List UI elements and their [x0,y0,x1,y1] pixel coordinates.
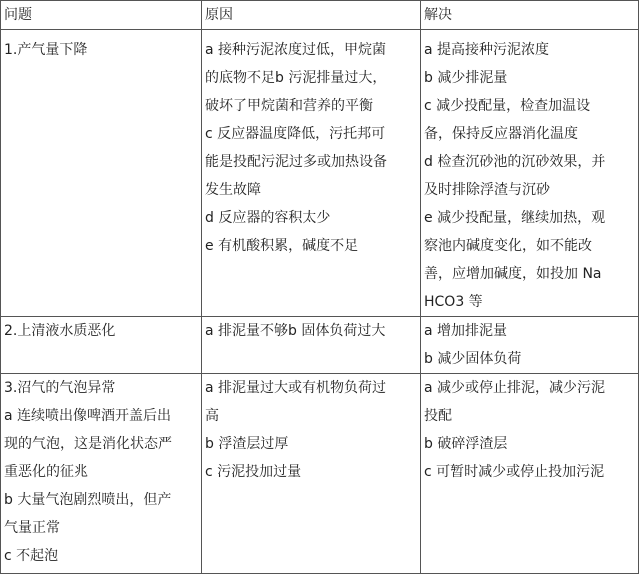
solution-line: c 可暂时减少或停止投加污泥 [424,464,605,480]
problem-text: 1.产气量下降 [4,42,88,58]
solution-line: e 减少投配量，继续加热，观 [424,210,606,226]
problem-text: 2.上清液水质恶化 [4,323,116,339]
table-row [1,30,639,317]
problem-cell [1,317,202,374]
problem-line: 现的气泡，这是消化状态严 [4,436,172,452]
problem-line: 气量正常 [4,520,60,536]
cause-line: b 浮渣层过厚 [205,436,289,452]
solution-line: d 检查沉砂池的沉砂效果，并 [424,154,606,170]
header-solution: 解决 [421,1,639,30]
problem-line: b 大量气泡剧烈喷出，但产 [4,492,172,508]
cause-line: a 接种污泥浓度过低，甲烷菌 [205,42,387,58]
solution-line: 投配 [424,408,452,424]
cause-line: e 有机酸积累，碱度不足 [205,238,359,254]
cause-line: 高 [205,408,219,424]
solution-line: 察池内碱度变化，如不能改 [424,238,592,254]
cause-line: 发生故障 [205,182,261,198]
solution-line: a 增加排泥量 [424,323,508,339]
cause-line: a 排泥量过大或有机物负荷过 [205,380,387,396]
header-problem: 问题 [1,1,202,30]
solution-cell [421,30,639,317]
solution-line: 备，保持反应器消化温度 [424,126,578,142]
solution-line: b 破碎浮渣层 [424,436,508,452]
cause-line: c 污泥投加过量 [205,464,302,480]
table-row [1,374,639,574]
problem-line: a 连续喷出像啤酒开盖后出 [4,408,172,424]
cause-line: 破坏了甲烷菌和营养的平衡 [205,98,373,114]
solution-line: b 减少固体负荷 [424,351,522,367]
problem-cell [1,30,202,317]
solution-line: a 提高接种污泥浓度 [424,42,550,58]
solution-cell [421,317,639,374]
cause-line: 的底物不足b 污泥排量过大， [205,70,387,86]
cause-cell [202,317,421,374]
solution-line: HCO3 等 [424,294,483,310]
cause-line: 能是投配污泥过多或加热设备 [205,154,387,170]
solution-line: 及时排除浮渣与沉砂 [424,182,550,198]
solution-cell [421,374,639,574]
problem-line: c 不起泡 [4,548,59,564]
table-row [1,317,639,374]
cause-cell [202,30,421,317]
problem-line: 3.沼气的气泡异常 [4,380,116,396]
solution-line: 善，应增加碱度，如投加 Na [424,266,602,282]
cause-line: a 排泥量不够b 固体负荷过大 [205,323,386,339]
solution-line: a 减少或停止排泥，减少污泥 [424,380,606,396]
header-row [1,1,639,30]
header-cause: 原因 [202,1,421,30]
cause-line: c 反应器温度降低，污托邦可 [205,126,386,142]
cause-line: d 反应器的容积太少 [205,210,331,226]
problem-line: 重恶化的征兆 [4,464,88,480]
solution-line: c 减少投配量，检查加温设 [424,98,591,114]
problem-cell [1,374,202,574]
solution-line: b 减少排泥量 [424,70,508,86]
cause-cell [202,374,421,574]
